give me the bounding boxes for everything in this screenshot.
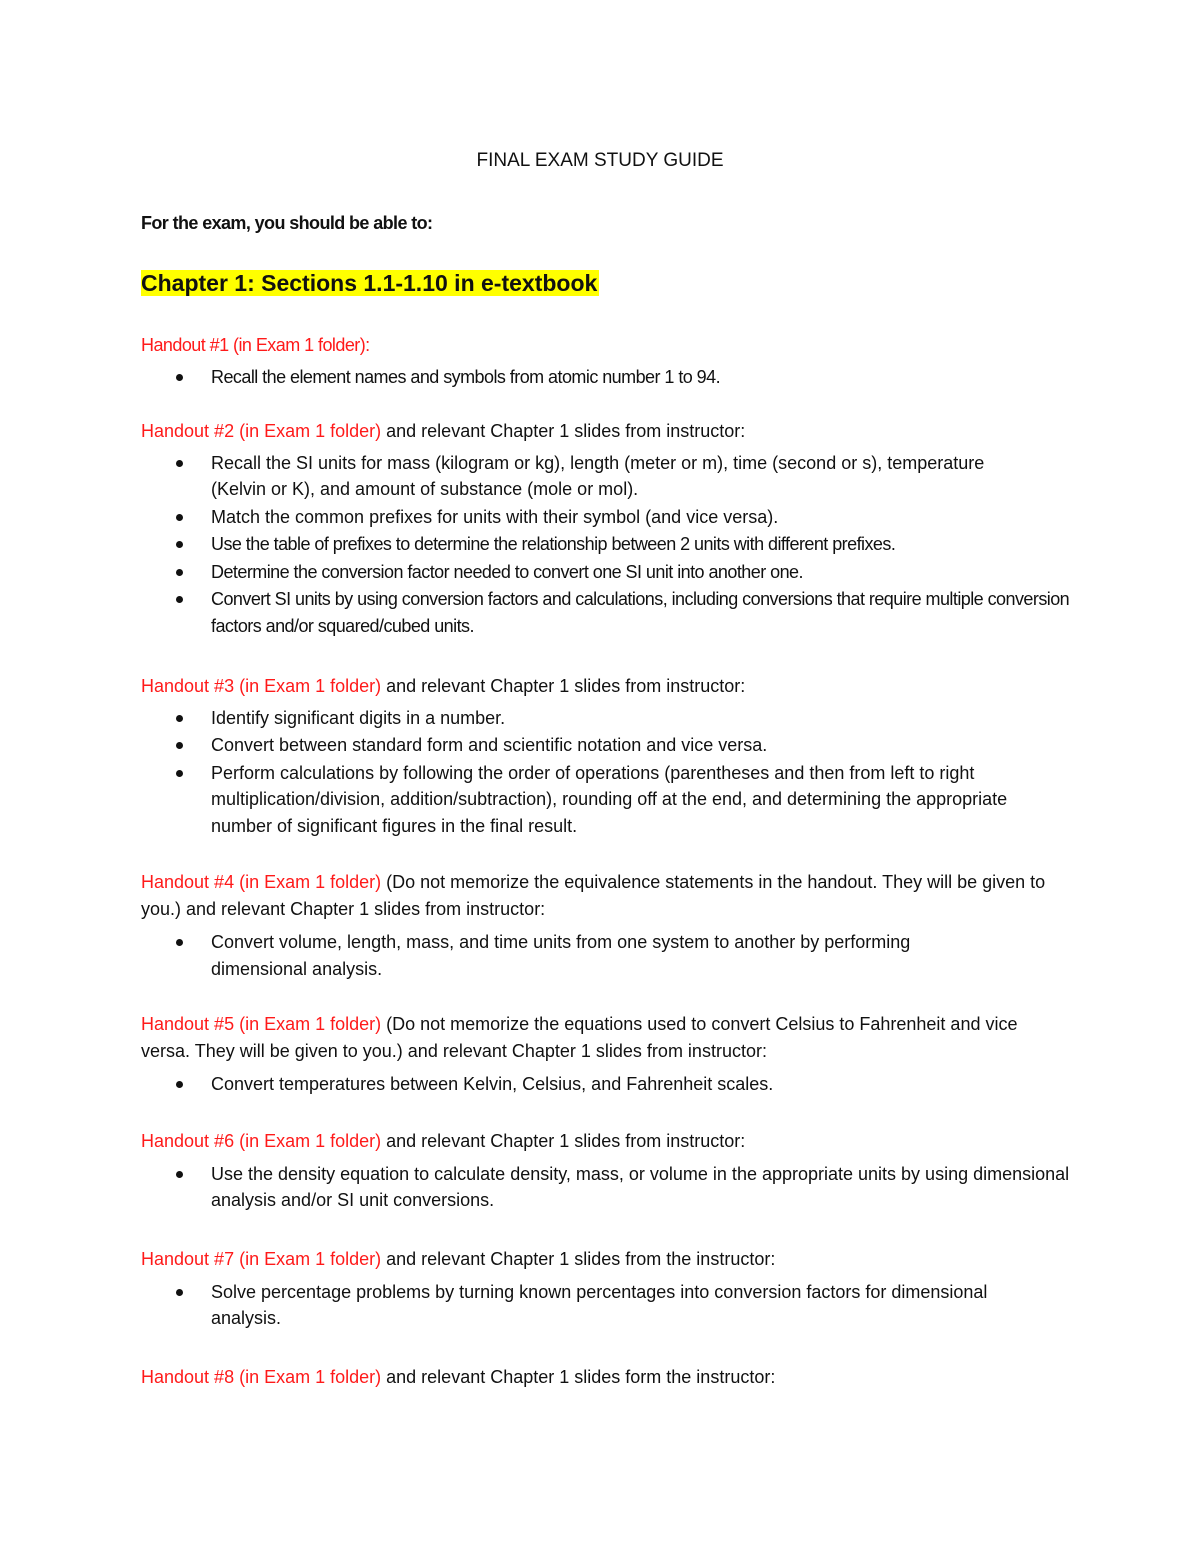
list-item: Use the density equation to calculate density, mass, or volume in the appropriate units by using dimensional analysis and/or SI unit conversions. xyxy=(141,1161,1071,1214)
handout-section-4 xyxy=(141,869,1051,983)
handout-heading xyxy=(141,418,1071,445)
handout-subtitle: and relevant Chapter 1 slides form the instructor: xyxy=(381,1367,776,1387)
handout-heading xyxy=(141,1364,1071,1391)
bullet-list xyxy=(141,1161,1071,1214)
bullet-icon xyxy=(176,742,183,749)
intro-text: For the exam, you should be able to: xyxy=(141,213,433,233)
handout-section-1 xyxy=(141,332,1071,391)
document-title: FINAL EXAM STUDY GUIDE xyxy=(476,150,724,171)
bullet-icon xyxy=(176,541,183,548)
handout-title: Handout #8 (in Exam 1 folder) xyxy=(141,1367,382,1387)
handout-section-2 xyxy=(141,418,1071,640)
chapter-heading xyxy=(141,267,599,299)
handout-title: Handout #7 (in Exam 1 folder) xyxy=(141,1249,382,1269)
handout-subtitle: (Do not memorize the equations used to convert Celsius to Fahrenheit and vice versa. They will be given to you.) and relevant Chapter 1 slides from instructor: xyxy=(141,1014,1018,1061)
list-item: Convert volume, length, mass, and time units from one system to another by performing dimensional analysis. xyxy=(141,929,1001,982)
bullet-icon xyxy=(176,596,183,603)
bullet-list xyxy=(141,705,1071,840)
bullet-icon xyxy=(176,939,183,946)
bullet-list xyxy=(141,929,1051,982)
handout-title: Handout #3 (in Exam 1 folder) xyxy=(141,676,382,696)
bullet-icon xyxy=(176,1081,183,1088)
list-item: Use the table of prefixes to determine the relationship between 2 units with different prefixes. xyxy=(141,531,1071,558)
handout-title: Handout #4 (in Exam 1 folder) xyxy=(141,872,382,892)
list-item: Solve percentage problems by turning known percentages into conversion factors for dimensional analysis. xyxy=(141,1279,1011,1332)
handout-title: Handout #6 (in Exam 1 folder) xyxy=(141,1131,382,1151)
list-item: Convert temperatures between Kelvin, Celsius, and Fahrenheit scales. xyxy=(141,1071,1041,1098)
handout-title: Handout #2 (in Exam 1 folder) xyxy=(141,421,382,441)
list-item: Recall the element names and symbols from atomic number 1 to 94. xyxy=(141,364,1071,391)
bullet-icon xyxy=(176,715,183,722)
list-item: Match the common prefixes for units with their symbol (and vice versa). xyxy=(141,504,1071,531)
handout-heading xyxy=(141,1246,1071,1273)
bullet-list xyxy=(141,450,1071,640)
bullet-list xyxy=(141,364,1071,391)
list-item: Convert SI units by using conversion factors and calculations, including conversions that require multiple conversion factors and/or squared/cubed units. xyxy=(141,586,1091,639)
chapter-heading-highlight: Chapter 1: Sections 1.1-1.10 in e-textbook xyxy=(141,270,598,296)
handout-subtitle: and relevant Chapter 1 slides from the instructor: xyxy=(381,1249,776,1269)
handout-subtitle: and relevant Chapter 1 slides from instructor: xyxy=(381,676,746,696)
bullet-icon xyxy=(176,1171,183,1178)
handout-heading xyxy=(141,869,1051,922)
list-item: Perform calculations by following the order of operations (parentheses and then from left to right multiplication/division, addition/subtraction), rounding off at the end, and determining the appropriate number of significant figures in the final result. xyxy=(141,760,1071,840)
handout-title: Handout #5 (in Exam 1 folder) xyxy=(141,1014,382,1034)
handout-title: Handout #1 (in Exam 1 folder): xyxy=(141,335,370,355)
bullet-icon xyxy=(176,770,183,777)
list-item: Determine the conversion factor needed to convert one SI unit into another one. xyxy=(141,559,1071,586)
bullet-list xyxy=(141,1279,1071,1332)
handout-section-7 xyxy=(141,1246,1071,1333)
bullet-icon xyxy=(176,569,183,576)
handout-heading xyxy=(141,673,1071,700)
handout-heading xyxy=(141,1128,1071,1155)
handout-subtitle: (Do not memorize the equivalence statements in the handout. They will be given to you.) and relevant Chapter 1 slides from instructor: xyxy=(141,872,1046,919)
list-item: Identify significant digits in a number. xyxy=(141,705,1071,732)
handout-section-5 xyxy=(141,1011,1041,1099)
bullet-list xyxy=(141,1071,1041,1098)
handout-subtitle: and relevant Chapter 1 slides from instructor: xyxy=(381,1131,746,1151)
handout-heading xyxy=(141,332,1071,359)
bullet-icon xyxy=(176,460,183,467)
handout-section-8 xyxy=(141,1364,1071,1391)
bullet-icon xyxy=(176,374,183,381)
list-item: Recall the SI units for mass (kilogram or kg), length (meter or m), time (second or s), temperature (Kelvin or K), and amount of substance (mole or mol). xyxy=(141,450,1031,503)
handout-heading xyxy=(141,1011,1041,1064)
handout-subtitle: and relevant Chapter 1 slides from instructor: xyxy=(381,421,746,441)
handout-section-3 xyxy=(141,673,1071,840)
bullet-icon xyxy=(176,1289,183,1296)
list-item: Convert between standard form and scientific notation and vice versa. xyxy=(141,732,1071,759)
bullet-icon xyxy=(176,514,183,521)
handout-section-6 xyxy=(141,1128,1071,1215)
